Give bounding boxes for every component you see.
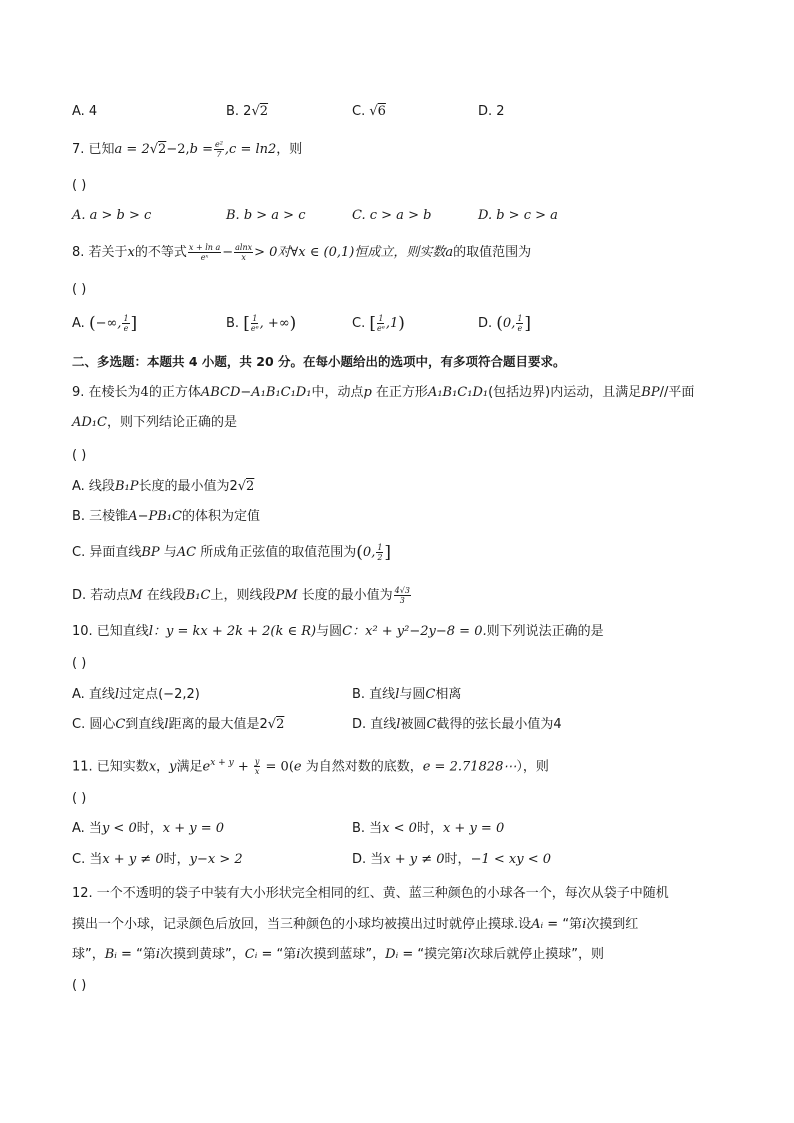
q11-stem: 11. 已知实数x，y满足$e^{x + y}$ + $\frac{y}{x}$ = 0(e 为自然对数的底数，e = 2.71828⋯），则 xyxy=(72,757,549,777)
q10-option-b: B. 直线l与圆C相离 xyxy=(352,687,462,702)
q10-stem: 10. 已知直线l：y = kx + 2k + 2(k ∈ R)与圆C：x² + y²−2y−8 = 0.则下列说法正确的是 xyxy=(72,624,604,639)
q6-option-b: B. 2√2 xyxy=(226,104,269,119)
q7-stem: 7. 已知a = 2√2−2,b = $\frac{\text{e²}}{7}$ ,c = ln2，则 xyxy=(72,140,303,159)
q9-option-c: C. 异面直线BP 与AC 所成角正弦值的取值范围为(0, $\frac{1}{2}$ ] xyxy=(72,542,392,563)
q7-answer-paren: ( ) xyxy=(72,178,87,193)
q9-option-d: D. 若动点M 在线段B₁C上，则线段PM 长度的最小值为 $\frac{4√3}{3}$ xyxy=(72,586,410,605)
q8-option-d: D. (0, $\frac{1}{e}$ ] xyxy=(478,313,532,334)
q12-stem-line1: 12. 一个不透明的袋子中装有大小形状完全相同的红、黄、蓝三种颜色的小球各一个，每次从袋子中随机 xyxy=(72,886,669,901)
q10-answer-paren: ( ) xyxy=(72,656,87,671)
q12-stem-line3: 球”，Bᵢ = “第i次摸到黄球”，Cᵢ = “第i次摸到蓝球”，Dᵢ = “摸完第i次球后就停止摸球”，则 xyxy=(72,947,605,962)
q9-answer-paren: ( ) xyxy=(72,448,87,463)
q6-option-a: A. 4 xyxy=(72,104,98,119)
q11-option-a: A. 当y < 0时，x + y = 0 xyxy=(72,821,224,836)
q9-stem-line1: 9. 在棱长为4的正方体ABCD−A₁B₁C₁D₁中，动点p 在正方形A₁B₁C₁D₁(包括边界)内运动，且满足BP//平面 xyxy=(72,385,695,400)
q6-option-c: C. √6 xyxy=(352,104,386,119)
q10-option-d: D. 直线l被圆C截得的弦长最小值为4 xyxy=(352,717,562,732)
q8-stem: 8. 若关于x的不等式 $\frac{\text{x + ln a}}{\text{eˣ}}$ − $\frac{alnx}{x}$ > 0对∀x ∈ (0,1)恒成立，则实数a的取值范围为 xyxy=(72,243,532,262)
q8-option-c: C. [ $\frac{1}{\text{eᵉ}}$ ,1) xyxy=(352,313,405,334)
q11-option-d: D. 当x + y ≠ 0时，−1 < xy < 0 xyxy=(352,852,551,867)
q8-answer-paren: ( ) xyxy=(72,282,87,297)
q7-option-d: D. b > c > a xyxy=(478,208,558,223)
q7-option-a: A. a > b > c xyxy=(72,208,152,223)
q10-option-c: C. 圆心C到直线l距离的最大值是2√2 xyxy=(72,717,285,732)
q11-option-b: B. 当x < 0时，x + y = 0 xyxy=(352,821,505,836)
q10-option-a: A. 直线l过定点(−2,2) xyxy=(72,687,200,702)
q9-option-b: B. 三棱锥A−PB₁C的体积为定值 xyxy=(72,509,260,524)
q12-answer-paren: ( ) xyxy=(72,978,87,993)
section-heading-multiple-choice: 二、多选题：本题共 4 小题，共 20 分。在每小题给出的选项中，有多项符合题目要求。 xyxy=(72,354,566,369)
q8-option-a: A. (−∞, $\frac{1}{e}$ ] xyxy=(72,313,138,334)
q7-option-b: B. b > a > c xyxy=(226,208,306,223)
q12-stem-line2: 摸出一个小球，记录颜色后放回，当三种颜色的小球均被摸出过时就停止摸球.设Aᵢ = “第i次摸到红 xyxy=(72,917,639,932)
q11-answer-paren: ( ) xyxy=(72,791,87,806)
q8-option-b: B. [ $\frac{1}{\text{eᵉ}}$ , +∞) xyxy=(226,313,297,334)
q9-stem-line2: AD₁C，则下列结论正确的是 xyxy=(72,415,237,430)
q6-option-d: D. 2 xyxy=(478,104,505,119)
q11-option-c: C. 当x + y ≠ 0时，y−x > 2 xyxy=(72,852,243,867)
q9-option-a: A. 线段B₁P长度的最小值为2√2 xyxy=(72,479,255,494)
q7-option-c: C. c > a > b xyxy=(352,208,432,223)
